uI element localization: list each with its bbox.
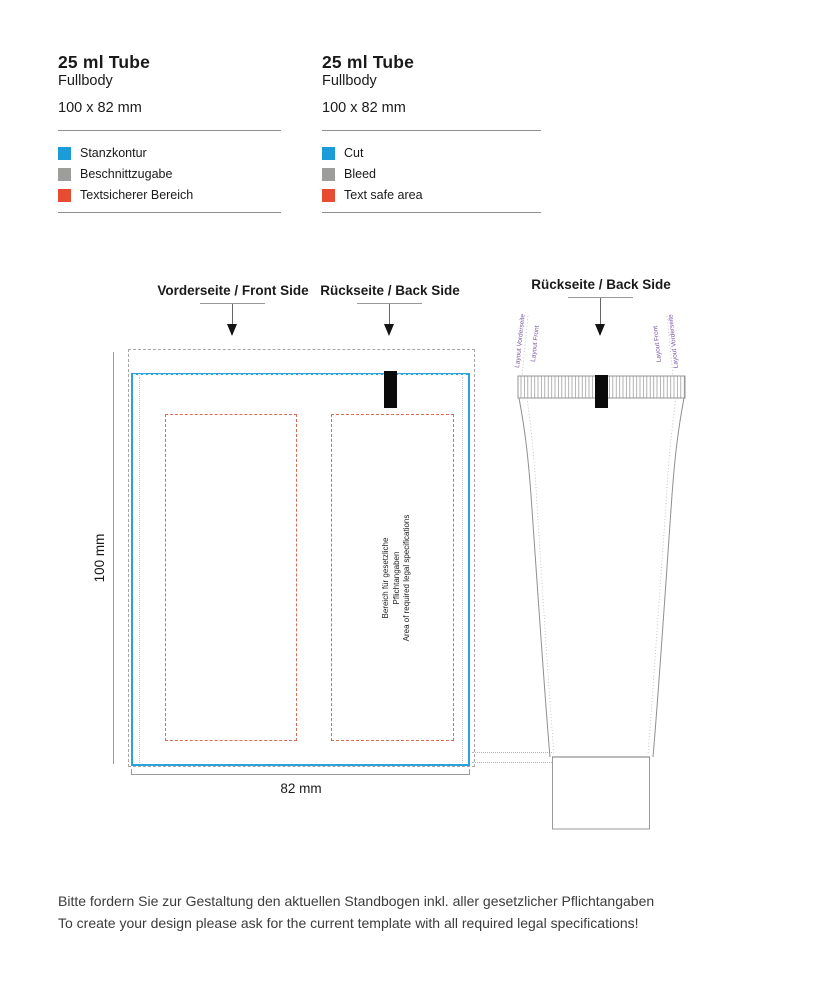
legend-english (322, 145, 545, 208)
divider (58, 212, 281, 213)
legal-area-note-en: Area of required legal specifications (402, 514, 411, 642)
spec-block-german (58, 52, 281, 217)
width-dimension-tick-left (131, 769, 132, 775)
product-subtitle: Fullbody (322, 73, 377, 89)
layout-label-left-outer: Layout Vorderseite (514, 313, 527, 369)
tube-right-seam-dotted (648, 398, 676, 755)
legend-label: Textsicherer Bereich (80, 188, 194, 202)
width-dimension-label: 82 mm (280, 781, 322, 796)
back-side-down-arrow-icon (384, 324, 394, 336)
layout-label-left-inner: Layout Front (530, 325, 541, 363)
bleed-color-swatch (58, 168, 71, 181)
back-side-arrow-line (389, 304, 390, 324)
cut-color-swatch (58, 147, 71, 160)
product-title: 25 ml Tube (322, 52, 415, 72)
registration-mark (384, 371, 397, 408)
text-safe-color-swatch (58, 189, 71, 202)
product-dimensions: 100 x 82 mm (322, 100, 406, 116)
legend-item-text-safe (58, 187, 281, 208)
legend-german (58, 145, 281, 208)
tube-left-seam-dotted (527, 398, 554, 755)
legend-label: Cut (344, 146, 364, 160)
tube-illustration (490, 305, 710, 840)
height-dimension-label: 100 mm (92, 533, 107, 583)
legend-label: Beschnittzugabe (80, 167, 173, 181)
legend-item-cut (58, 145, 281, 166)
front-side-down-arrow-icon (227, 324, 237, 336)
divider (322, 130, 541, 131)
divider (322, 212, 541, 213)
legal-area-note (381, 513, 411, 643)
footer-note-en: To create your design please ask for the current template with all required legal specifications! (58, 914, 639, 931)
front-side-arrow-line (232, 304, 233, 324)
footer-note (58, 891, 654, 934)
tube-left-edge (519, 398, 550, 757)
left-seam-line (139, 377, 140, 763)
width-dimension-tick-right (469, 769, 470, 775)
back-side-label: Rückseite / Back Side (320, 283, 460, 298)
layout-label-right-inner: Layout Front (652, 325, 663, 363)
tube-registration-mark (595, 375, 608, 408)
legal-area-note-de: Bereich für gesetzliche Pflichtangaben (381, 537, 401, 619)
bleed-color-swatch (322, 168, 335, 181)
height-dimension-line (113, 352, 114, 764)
spec-block-english (322, 52, 545, 217)
right-seam-line (462, 377, 463, 763)
text-safe-color-swatch (322, 189, 335, 202)
cut-color-swatch (322, 147, 335, 160)
top-fold-dash (133, 374, 466, 375)
legend-label: Stanzkontur (80, 146, 147, 160)
tube-right-edge (653, 398, 684, 757)
front-text-safe-area (165, 414, 297, 741)
legend-item-bleed (58, 166, 281, 187)
product-title: 25 ml Tube (58, 52, 151, 72)
legend-label: Text safe area (344, 188, 423, 202)
legend-item-cut (322, 145, 545, 166)
width-dimension-line (131, 774, 470, 775)
tube-back-side-label: Rückseite / Back Side (531, 277, 671, 292)
legend-item-text-safe (322, 187, 545, 208)
divider (58, 130, 281, 131)
product-dimensions: 100 x 82 mm (58, 100, 142, 116)
layout-label-right-outer: Layout Vorderseite (667, 313, 680, 369)
legend-item-bleed (322, 166, 545, 187)
tube-cap (553, 757, 650, 829)
front-side-label: Vorderseite / Front Side (157, 283, 309, 298)
product-subtitle: Fullbody (58, 73, 113, 89)
legend-label: Bleed (344, 167, 376, 181)
footer-note-de: Bitte fordern Sie zur Gestaltung den aktuellen Standbogen inkl. aller gesetzlicher Pflichtangaben (58, 893, 655, 909)
